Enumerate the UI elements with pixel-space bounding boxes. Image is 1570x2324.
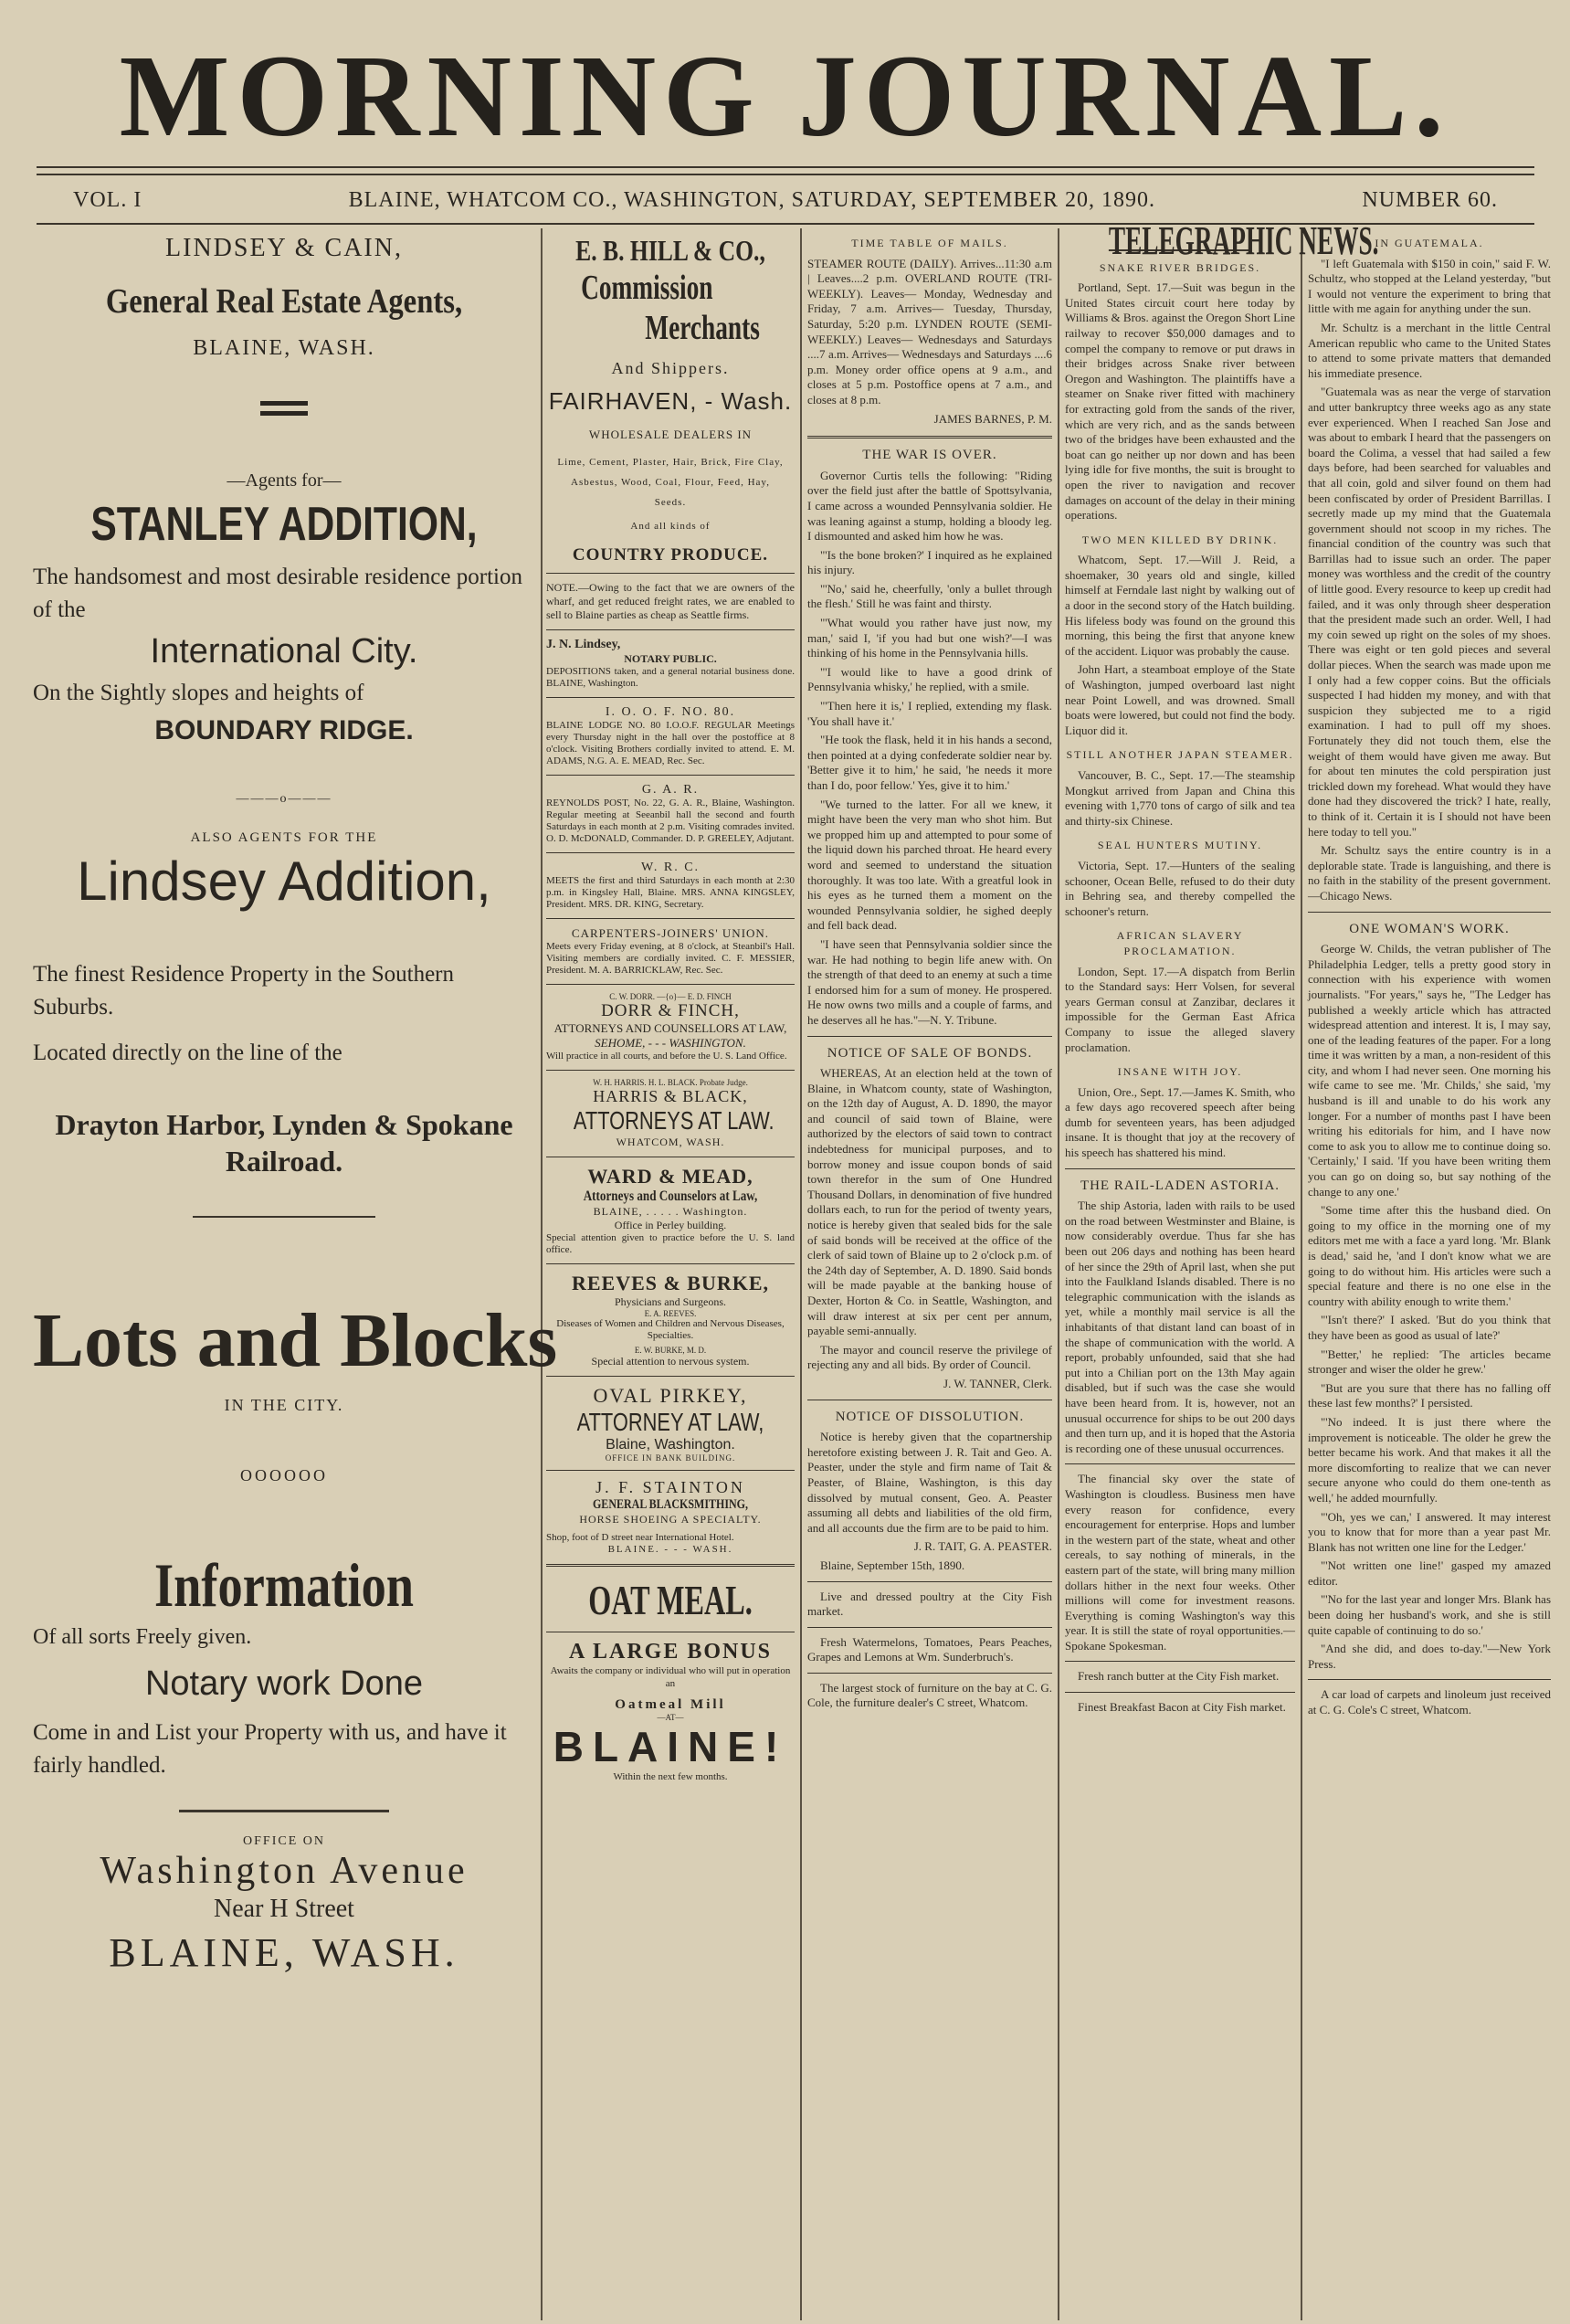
card-name: J. N. Lindsey, xyxy=(546,638,621,651)
article-heading: IN GUATEMALA. xyxy=(1375,237,1484,249)
card-text: DEPOSITIONS taken, and a general notarial business done. BLAINE, Washington. xyxy=(546,666,795,689)
paragraph: "We turned to the latter. For all we knew, it might have been the very man who shot him. But we propped him up and attempted to pour some of the liquid down his parched throat. He heard every word and seemed to understand the situation thoroughly. It was too late. With a greatful look in his eyes as he turned them a moment on the wounded Pennsylvania soldier, he sighed deeply and fell back dead. xyxy=(807,797,1052,933)
card-heading: CARPENTERS-JOINERS' UNION. xyxy=(571,926,770,940)
ad-text: And all kinds of xyxy=(630,521,711,532)
card-heading: DORR & FINCH, xyxy=(601,1001,740,1020)
blaine-heading: BLAINE! xyxy=(553,1723,788,1770)
article-heading: THE WAR IS OVER. xyxy=(862,448,997,463)
paragraph: John Hart, a steamboat employe of the State of Washington, jumped overboard last night near Point Lowell, and was drowned. Small boats were lowered, but could not find the body. Liquor did it. xyxy=(1065,662,1295,737)
ad-text: Within the next few months. xyxy=(613,1771,728,1782)
rule xyxy=(179,1810,389,1812)
column-divider xyxy=(800,228,802,2320)
mail-schedule: STEAMER ROUTE (DAILY). Arrives...11:30 a.m | Leaves....2 p.m. OVERLAND ROUTE (TRI-WEEKLY). Leaves— Monday, Wednesday and Friday, 7 a.m. Arrives— Tuesday, Thursday, Saturday, 5:20 p.m. LYNDEN ROUTE (SEMI-WEEKLY.) Leaves— Wednesdays and Saturdays ....7 a.m. Arrives— Wednesdays and Saturdays ....6 p.m. Money order office opens at 9 a.m., and closes at 5 p.m. Postoffice opens at 7 a.m., and closes at 8 p.m. xyxy=(807,256,1052,407)
ad-title: General Real Estate Agents, xyxy=(105,282,463,321)
card-place: SEHOME, - - - WASHINGTON. xyxy=(595,1036,746,1050)
separator: ———o——— xyxy=(236,792,332,806)
paragraph: Victoria, Sept. 17.—Hunters of the sealing schooner, Ocean Belle, refused to do their duty in Behring sea, and thereby compelled the schooner's return. xyxy=(1065,858,1295,918)
local-notice: The largest stock of furniture on the bay at C. G. Cole, the furniture dealer's C street, Whatcom. xyxy=(807,1680,1052,1710)
lots-and-blocks: Lots and Blocks xyxy=(33,1298,558,1383)
paragraph: The ship Astoria, laden with rails to be used on the road between Westminster and Blaine, is now considerably overdue. Thus far she has been out 206 days and nothing has been heard of her since the 29th of April last, when she put into the Faulkland Islands disabled. There is no telegraphic communication with the islands as yet, while a monthly mail service is all the inhabitants of that distant land can boast of in the shape of communication with the world. A report, probably unfounded, said that she had put into a Chilian port on the 13th May again disabled, but if such was the case she would have been heard from. It is, however, not an unusual occurrence for ships to be out 200 days and then turn up, and it is hoped that the Astoria is recording one of these unusual occurrences. xyxy=(1065,1199,1295,1455)
card-heading: I. O. O. F. NO. 80. xyxy=(605,705,736,719)
card-heading: WARD & MEAD, xyxy=(587,1165,753,1188)
signature: J. R. TAIT, G. A. PEASTER. xyxy=(913,1539,1052,1554)
paragraph: Whatcom, Sept. 17.—Will J. Reid, a shoemaker, 30 years old and single, killed himself at Ferndale last night by walking out of a door in the second story of the Hatch building. His lifeless body was found on the ground this morning, this being the first that anyone knew of the accident. Liquor was probably the cause. xyxy=(1065,553,1295,658)
card-text: HORSE SHOEING A SPECIALTY. xyxy=(579,1513,762,1526)
railroad-name: Drayton Harbor, Lynden & Spokane Railroad. xyxy=(55,1108,513,1178)
place-date: BLAINE, WHATCOM CO., WASHINGTON, SATURDAY, SEPTEMBER 20, 1890. xyxy=(348,188,1156,212)
card-text: Will practice in all courts, and before the U. S. Land Office. xyxy=(546,1051,787,1062)
card-title: NOTARY PUBLIC. xyxy=(624,652,717,665)
paragraph: "Some time after this the husband died. On going to my office in the morning one of my editors met me with a face a yard long. 'Mr. Blank is dead,' said he, 'and I don't know what we are going to do without him. His articles were such a special feature and there is no one else in the country with ability enough to write them.' xyxy=(1308,1203,1551,1308)
paragraph: Union, Ore., Sept. 17.—James K. Smith, who a few days ago recovered speech after being dumb for seventeen years, has been adjudged insane. It is thought that joy at the recovery of his speech has shattered his mind. xyxy=(1065,1084,1295,1160)
article-heading: INSANE WITH JOY. xyxy=(1117,1065,1243,1079)
paragraph: "'What would you rather have just now, my man,' said I, 'if you had but one wish?'—I was thinking of his home in the Pennsylvania hills. xyxy=(807,616,1052,660)
paragraph: "Guatemala was as near the verge of starvation and utter bankruptcy three weeks ago as any state ever experienced. When I reached San Jose and was about to embark I heard that the passengers on board the Colima, a vessel that had sailed a few days before, had been searched for valuables and that all coin, gold and silver found on them had been confiscated by order of President Barrillas. I secretly made up my mind that the Guatemala government should not scoop in my riches. The financial condition of the country was such that Barrillas had to issue such an order. The paper money was worthless and the credit of the country of little good. Every resource to keep up credit had failed, and it was only through sheer desperation that the president made such an order. Well, I had my coin sewed up right on the soles of my shoes. There was eight or ten gold pieces and several dollar pieces. When the search was made upon me I only had a few copper coins. But the officials suspected I had hidden my money, and with that suspicion they subjected me to a rigid examination. I had to pull off my shoes. Fortunately they did not touch them, else the weight of them would have given me away. But for about ten minutes the cold perspiration just trickled down my forehead. What would they have done had they discovered the trick? I hate, really, to think of it. Certain it is I should not have been here today to tell you." xyxy=(1308,385,1551,839)
bonus-heading: A LARGE BONUS xyxy=(568,1640,773,1664)
article-heading: AFRICAN SLAVERY PROCLAMATION. xyxy=(1116,929,1244,957)
ornament-zeros: OOOOOO xyxy=(240,1466,328,1484)
ad-goods: Lime, Cement, Plaster, Hair, Brick, Fire Clay, Asbestus, Wood, Coal, Flour, Feed, Hay, Seeds. xyxy=(557,457,784,508)
stanley-desc: The handsomest and most desirable residence portion of the xyxy=(33,565,522,622)
ad-location: FAIRHAVEN, - Wash. xyxy=(548,387,793,415)
ad-city: BLAINE, WASH. xyxy=(193,336,375,360)
card-text: Special attention given to practice before the U. S. land office. xyxy=(546,1232,795,1255)
card-text: BLAINE LODGE NO. 80 I.O.O.F. REGULAR Meetings every Thursday night in the hall over the postoffice at 8 o'clock. Visiting Brothers cordially invited to attend. E. M. ADAMS, N.G. A. E. MEAD, Rec. Sec. xyxy=(546,720,795,766)
ad-heading: Merchants xyxy=(645,309,760,347)
signature: J. W. TANNER, Clerk. xyxy=(943,1376,1052,1390)
masthead-rule-top xyxy=(37,166,1534,168)
card-subheading: Attorneys and Counselors at Law, xyxy=(583,1188,758,1204)
paragraph: Governor Curtis tells the following: "Riding over the field just after the battle of Spottsylvania, I came across a wounded Pennsylvania soldier. He was leaning against a stump, holding a bloody leg. I dismounted and asked him how he was. xyxy=(807,468,1052,544)
paragraph: "'No indeed. It is just there where the improvement is noticeable. The older he grew the better became his work. And that makes it all the more discomforting to realize that we can never secure anyone who could do them one-tenth as well,' he added mournfully. xyxy=(1308,1414,1551,1505)
masthead: MORNING JOURNAL. xyxy=(119,31,1451,161)
paragraph: "'No,' said he, cheerfully, 'only a bullet through the flesh.' Still he was faint and thirsty. xyxy=(807,581,1052,611)
issue-number: NUMBER 60. xyxy=(1362,188,1498,212)
paragraph: "'Then here it is,' I replied, extending my flask. 'You shall have it.' xyxy=(807,699,1052,728)
signature: JAMES BARNES, P. M. xyxy=(933,411,1052,426)
ad-heading: Commission xyxy=(581,269,713,307)
card-subheading: Physicians and Surgeons. xyxy=(614,1295,727,1308)
business-cards-column xyxy=(546,234,795,2317)
paragraph: Blaine, September 15th, 1890. xyxy=(820,1558,965,1572)
card-text: REYNOLDS POST, No. 22, G. A. R., Blaine, Washington. Regular meeting at Seeanbil hall the second and fourth Saturdays in each month at 2 p.m. Visiting comrades invited. O. D. McDONALD, Commander. D. P. GREELEY, Adjutant. xyxy=(546,798,795,844)
paragraph: WHEREAS, At an election held at the town of Blaine, in Whatcom county, state of Washington, on the 12th day of August, A. D. 1890, the mayor and council of said town of Blaine, were authorized by the electors of said town to contract indebtedness for municipal purposes, and to borrow money and issue coupon bonds of said town therefor in the sum of One Hundred Thousand Dollars, in denomination of five hundred dollars each, to run for the period of twenty years, notice is hereby given that sealed bids for the sale of said bonds will be received at the office of the clerk of said town of Blaine up to 2 o'clock p.m. of the 24th day of September, A. D. 1890. Said bonds will be made payable at the banking house of Dexter, Horton & Co. in Seattle, Washington, and will draw interest at six per cent per annum, payable semi-annually. xyxy=(807,1066,1052,1338)
paragraph: The financial sky over the state of Washington is cloudless. Business men have every reason for confidence, every encouragement for enterprise. Hops and lumber in the western part of the state, wheat and other cereals, to say nothing of minerals, in the eastern part of the state, will bring many million dollars hither in the next four weeks. Other millions will come for investment reasons. Everything is coming Washington's way this year. It is still the state of royal opportunities.—Spokane Spokesman. xyxy=(1065,1472,1295,1653)
ad-text: WHOLESALE DEALERS IN xyxy=(588,428,753,441)
near-h-street: Near H Street xyxy=(214,1895,354,1923)
news-column-3 xyxy=(807,234,1052,2317)
ad-text: Oatmeal Mill xyxy=(615,1697,726,1712)
ornament xyxy=(260,401,308,416)
card-subheading: ATTORNEY AT LAW, xyxy=(576,1408,764,1436)
card-text: Special attention to nervous system. xyxy=(591,1355,750,1368)
washington-avenue: Washington Avenue xyxy=(100,1850,469,1892)
ad-heading: COUNTRY PRODUCE. xyxy=(572,545,769,565)
paragraph: Portland, Sept. 17.—Suit was begun in the United States circuit court here today by Williams & Bros. against the Oregon Short Line railway to recover $50,000 damages and to compel the company to remove or put draws in their bridges across Snake river between Oregon and Washington. The plaintiffs have a steamer on Snake river fitted with machinery for extracting gold from the sands of the river, which are very rich, and as the sands between two of the bridges have been exhausted and the boat can go neither up nor down and has been lying idle for five months, the suit is brought to open the river to navigation and recover damages on account of the delay in their mining operations. xyxy=(1065,280,1295,523)
office-on: OFFICE ON xyxy=(243,1834,325,1848)
volume: VOL. I xyxy=(73,188,142,212)
card-subheading: ATTORNEYS AND COUNSELLORS AT LAW, xyxy=(553,1021,787,1035)
finest-property: The finest Residence Property in the Southern Suburbs. xyxy=(33,962,454,1019)
card-text: MEETS the first and third Saturdays in each month at 2:30 p.m. in Kingsley Hall, Blaine. MRS. ANNA KINGSLEY, President. MRS. DR. KING, Secretary. xyxy=(546,875,795,910)
lindsey-addition: Lindsey Addition, xyxy=(77,850,491,912)
section-heading: TIME TABLE OF MAILS. xyxy=(851,237,1008,249)
paragraph: "'I would like to have a good drink of Pennsylvania whisky,' he replied, with a smile. xyxy=(807,664,1052,694)
paragraph: "I have seen that Pennsylvania soldier since the war. He had nothing to begin life anew with. On the strength of that deed to an enemy at such a time I endorsed him for a sum of money. He prospered. He now owns two mills and a couple of farms, and he deserves all he has."—N. Y. Tribune. xyxy=(807,936,1052,1027)
card-place: BLAINE. - - - WASH. xyxy=(607,1544,733,1555)
ad-firm-name: LINDSEY & CAIN, xyxy=(165,234,403,262)
paragraph: "'No for the last year and longer Mrs. Blank has been doing her husband's work, and she is still quite capable of continuing to do so.' xyxy=(1308,1592,1551,1637)
ad-subheading: And Shippers. xyxy=(611,359,730,377)
news-column-5 xyxy=(1308,234,1551,2317)
article-heading: SEAL HUNTERS MUTINY. xyxy=(1097,839,1263,852)
paragraph: "But are you sure that there has no falling off these last few months?' I persisted. xyxy=(1308,1380,1551,1410)
ad-text: —AT— xyxy=(657,1713,684,1722)
ad-text: Awaits the company or individual who will put in operation an xyxy=(550,1665,791,1689)
paragraph: Vancouver, B. C., Sept. 17.—The steamship Mongkut arrived from Japan and China this evening with 1,770 tons of cargo of silk and tea and thirty-six Chinese. xyxy=(1065,768,1295,828)
notary-work: Notary work Done xyxy=(144,1664,424,1703)
card-place: WHATCOM, WASH. xyxy=(616,1136,725,1148)
stanley-addition: STANLEY ADDITION, xyxy=(90,498,478,551)
paragraph: "And she did, and does to-day."—New York Press. xyxy=(1308,1642,1551,1671)
telegraphic-news-heading: TELEGRAPHIC NEWS. xyxy=(1108,218,1379,263)
card-subheading: GENERAL BLACKSMITHING, xyxy=(592,1497,749,1512)
card-text: E. W. BURKE, M. D. xyxy=(634,1346,707,1355)
international-city: International City. xyxy=(150,632,418,671)
local-notice: A car load of carpets and linoleum just received at C. G. Cole's C street, Whatcom. xyxy=(1308,1687,1551,1717)
card-text: Office in Perley building. xyxy=(614,1219,727,1231)
paragraph: "'Better,' he replied: 'The articles became stronger and wiser the older he grew.' xyxy=(1308,1347,1551,1377)
paragraph: "He took the flask, held it in his hands a second, then pointed at a dying confederate soldier near by. 'Better give it to him,' he said, 'he needs it more than I do, poor fellow.' Yes, give it to him.' xyxy=(807,733,1052,792)
column-divider xyxy=(1058,228,1059,2320)
card-heading: J. F. STAINTON xyxy=(595,1478,745,1496)
dateline xyxy=(73,188,1498,213)
local-notice: Finest Breakfast Bacon at City Fish market. xyxy=(1078,1700,1286,1715)
paragraph: Notice is hereby given that the copartnership heretofore existing between J. R. Tait and Geo. A. Peaster, under the style and firm name of Tait & Peaster, of Blaine, Washington, is this day dissolved by mutual consent, Geo. A. Peaster assuming all debts and liabilities of the old firm, and all accounts due the firm are to be paid to him. xyxy=(807,1430,1052,1535)
boundary-ridge: BOUNDARY RIDGE. xyxy=(154,715,414,745)
card-heading: HARRIS & BLACK, xyxy=(593,1087,748,1105)
card-subheading: ATTORNEYS AT LAW. xyxy=(573,1106,774,1135)
card-text: Meets every Friday evening, at 8 o'clock, at Steanbil's Hall. Visiting members are cordially invited. C. F. MESSIER, President. M. A. BARRICKLAW, Rec. Sec. xyxy=(546,941,795,976)
paragraph: The mayor and council reserve the privilege of rejecting any and all bids. By order of Council. xyxy=(807,1342,1052,1372)
local-notice: Fresh Watermelons, Tomatoes, Pears Peaches, Grapes and Lemons at Wm. Sunderbruch's. xyxy=(807,1634,1052,1664)
card-heading: G. A. R. xyxy=(641,783,700,797)
paragraph: "'Not written one line!' gasped my amazed editor. xyxy=(1308,1558,1551,1588)
come-in-text: Come in and List your Property with us, and have it fairly handled. xyxy=(33,1720,507,1778)
card-names: W. H. HARRIS. H. L. BLACK. Probate Judge. xyxy=(593,1078,748,1087)
paragraph: George W. Childs, the vetran publisher of The Philadelphia Ledger, tells a pretty good story in connection with his experience with women journalists. "For years," says he, "The Ledger has published a weekly article which has attracted widespread attention and interest. It is, I may say, one of the leading features of the paper. For a long time it was written by a man, a non-resident of this city, and whom I had never seen. One morning his wife came to see me. 'Mr. Childs,' she said, 'my husband is ill and unable to do his work any longer. For a number of months past I have been writing his editorials for him, and I have now come to ask you to allow me to continue doing so. 'Certainly,' I said. 'If you have been writing them you can go on doing so, but say nothing of the change to any one.' xyxy=(1308,942,1551,1199)
article-heading: ONE WOMAN'S WORK. xyxy=(1349,921,1510,936)
agents-for: —Agents for— xyxy=(227,470,342,491)
paragraph: "'Isn't there?' I asked. 'But do you think that they have been as good as usual of late?' xyxy=(1308,1313,1551,1342)
card-text: Diseases of Women and Children and Nervous Diseases, Specialties. xyxy=(556,1318,785,1341)
card-heading: OVAL PIRKEY, xyxy=(593,1384,748,1407)
card-text: E. A. REEVES. xyxy=(644,1309,697,1318)
card-text: Shop, foot of D street near International Hotel. xyxy=(546,1532,734,1543)
located-text: Located directly on the line of the xyxy=(33,1041,342,1065)
masthead-rule-top-2 xyxy=(37,174,1534,175)
real-estate-ad xyxy=(33,234,558,2317)
paragraph: Mr. Schultz is a merchant in the little Central American republic who came to the United States to attend to some private matters that demanded his immediate presence. xyxy=(1308,320,1551,380)
article-heading: NOTICE OF DISSOLUTION. xyxy=(835,1409,1025,1424)
slopes-text: On the Sightly slopes and heights of xyxy=(33,681,364,705)
card-place: Blaine, Washington. xyxy=(606,1437,735,1452)
column-divider xyxy=(541,228,543,2320)
paragraph: "'Oh, yes we can,' I answered. It may interest you to know that for more than a year past Mr. Blank has not written one line for the Ledger.' xyxy=(1308,1509,1551,1554)
article-heading: STILL ANOTHER JAPAN STEAMER. xyxy=(1066,748,1294,762)
oat-meal-heading: OAT MEAL. xyxy=(588,1577,753,1623)
paragraph: London, Sept. 17.—A dispatch from Berlin to the Standard says: Herr Volsen, for several years German consul at Zanzibar, declares it impossible for the German East Africa Company to issue the alleged slavery proclamation. xyxy=(1065,964,1295,1054)
paragraph: "I left Guatemala with $150 in coin," said F. W. Schultz, who stopped at the Leland yesterday, "but I would not venture the experiment to bring that little with me again for anything under the sun. xyxy=(1308,256,1551,316)
card-names: C. W. DORR. —{o}— E. D. FINCH xyxy=(609,992,732,1001)
rule xyxy=(193,1216,375,1218)
telegraphic-news-column xyxy=(1065,218,1379,2317)
card-place: BLAINE, . . . . . Washington. xyxy=(593,1205,748,1218)
article-heading: SNAKE RIVER BRIDGES. xyxy=(1099,260,1261,274)
column-divider xyxy=(1301,228,1302,2320)
information: Information xyxy=(153,1550,415,1620)
card-heading: REEVES & BURKE, xyxy=(571,1272,770,1294)
blaine-wash: BLAINE, WASH. xyxy=(109,1930,459,1975)
local-notice: Fresh ranch butter at the City Fish market. xyxy=(1078,1669,1280,1684)
ad-heading: E. B. HILL & CO., xyxy=(575,234,765,267)
card-heading: W. R. C. xyxy=(640,861,701,874)
article-heading: THE RAIL-LADEN ASTORIA. xyxy=(1080,1178,1280,1193)
card-text: OFFICE IN BANK BUILDING. xyxy=(605,1453,736,1463)
article-heading: TWO MEN KILLED BY DRINK. xyxy=(1081,533,1279,546)
in-the-city: IN THE CITY. xyxy=(224,1396,344,1414)
paragraph: "'Is the bone broken?' I inquired as he explained his injury. xyxy=(807,547,1052,577)
paragraph: Mr. Schultz says the entire country is in a deplorable state. Trade is languishing, and there is no faith in the stability of the present government.—Chicago News. xyxy=(1308,843,1551,903)
ad-note: NOTE.—Owing to the fact that we are owners of the wharf, and get reduced freight rates, we are enabled to sell to Blaine parties as cheap as Seattle firms. xyxy=(546,581,795,621)
also-agents: ALSO AGENTS FOR THE xyxy=(190,830,378,845)
article-heading: NOTICE OF SALE OF BONDS. xyxy=(827,1045,1033,1061)
all-sorts: Of all sorts Freely given. xyxy=(33,1625,252,1649)
local-notice: Live and dressed poultry at the City Fish market. xyxy=(807,1589,1052,1619)
